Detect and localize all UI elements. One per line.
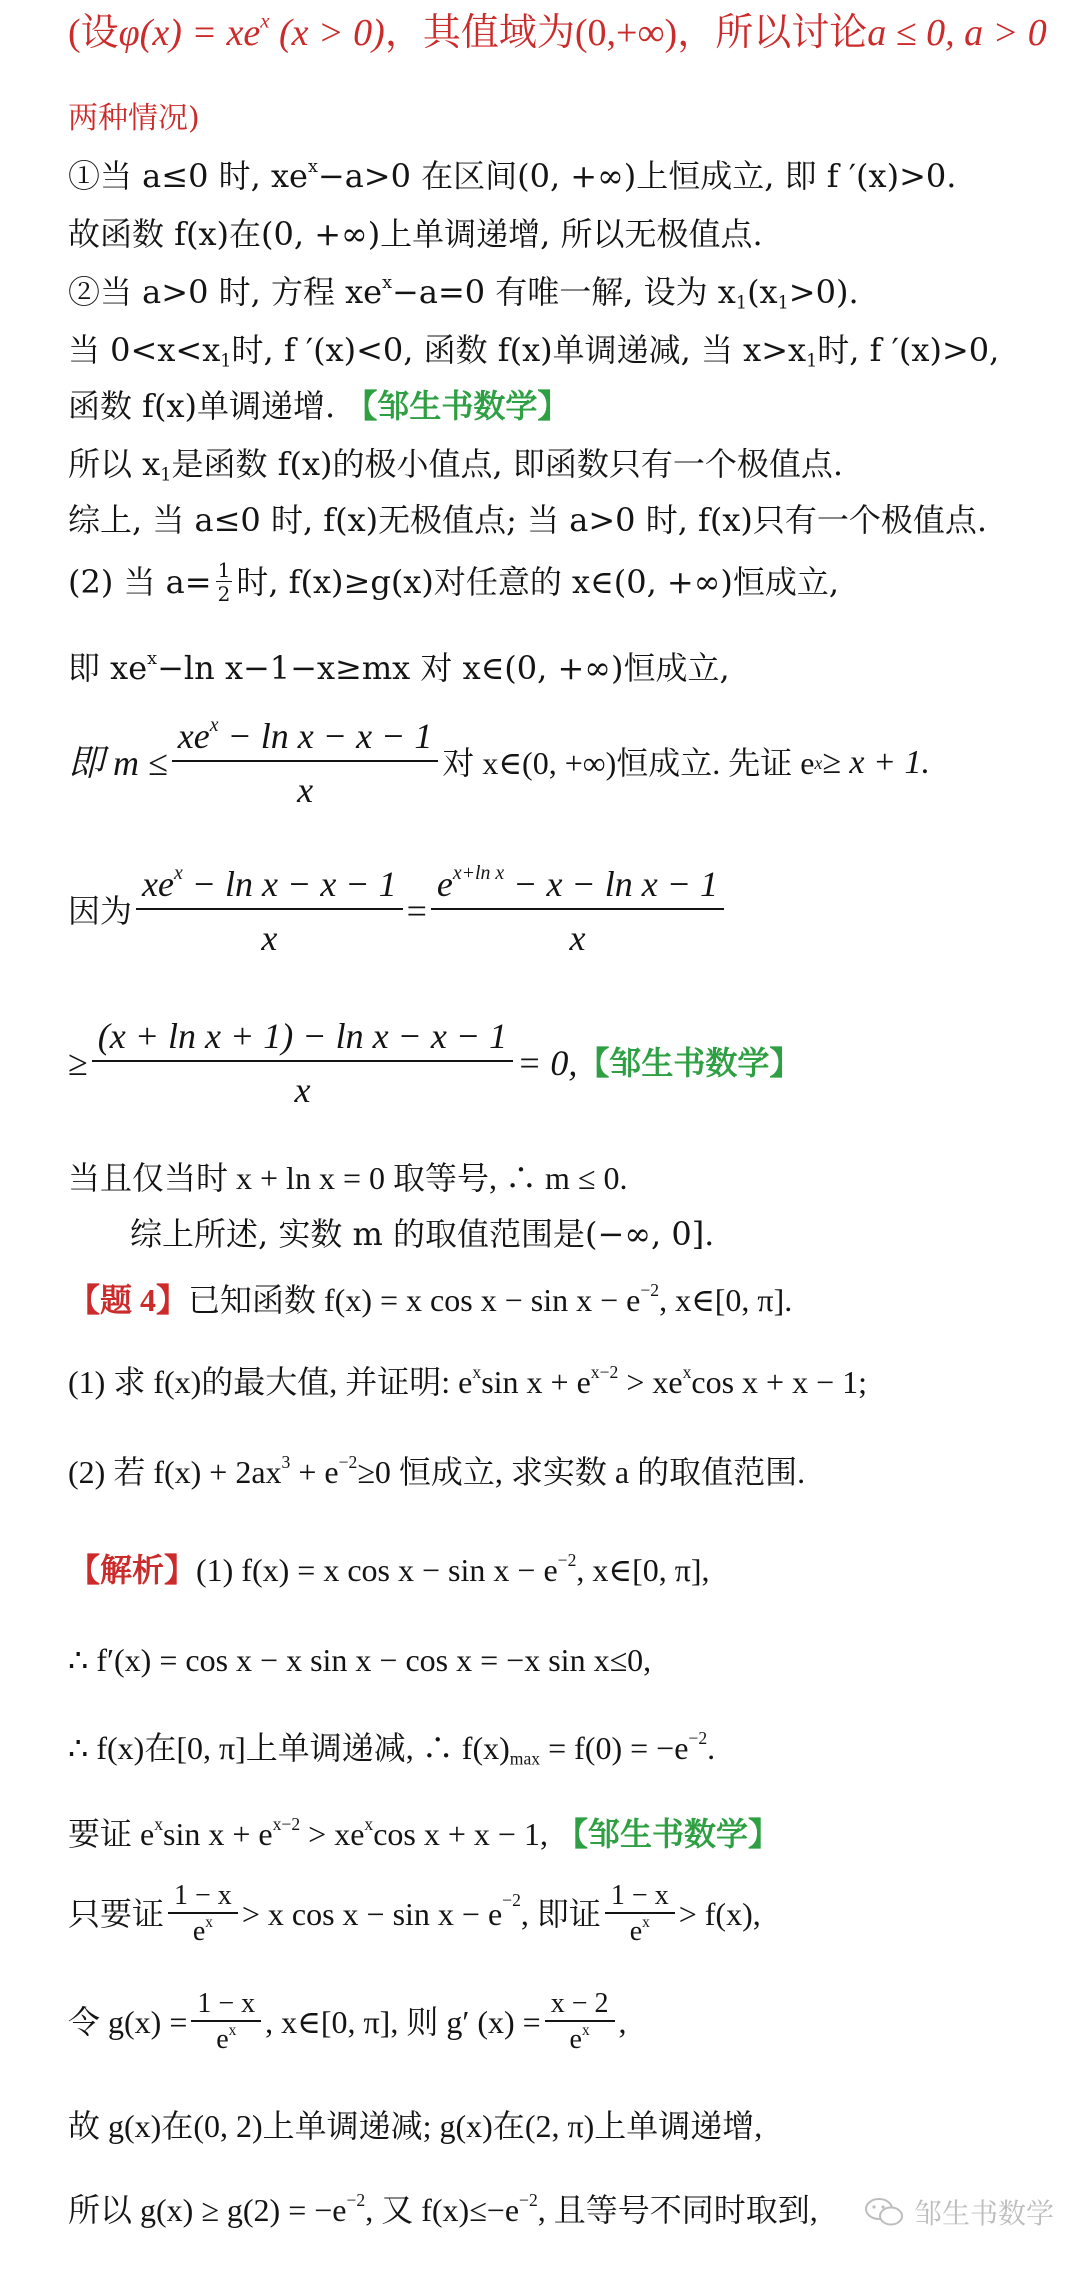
m-bound-num1: xe [177,716,210,756]
l16-text: 综上所述, 实数 m 的取值范围是(−∞, 0]. [130,1215,715,1253]
l5-sub: 1 [735,293,748,314]
l14-a: ≥ [68,1043,88,1083]
because-n1a: xe [142,864,174,904]
op-num1: 1 − x [168,1882,238,1914]
l11-a: 即 xe [68,649,148,687]
l21-text: ∴ f′(x) = cos x − x sin x − cos x = −x sin x≤0, [68,1642,652,1678]
solution-tag: 【解析】 [68,1552,197,1588]
l1-cases: a ≤ 0, a > 0 [867,12,1047,54]
l5-sub2: 1 [777,293,789,314]
watermark-text: 邹生书数学 [913,2197,1054,2230]
l14-b: = 0, [517,1043,578,1083]
op-num2: 1 − x [605,1882,675,1914]
geq-fraction [92,1018,513,1108]
let-g-fraction-2 [545,1990,615,2054]
l18-sup2: x−2 [590,1362,619,1383]
l5-sup: x [382,273,393,294]
only-prove-fraction-2 [605,1882,675,1946]
monotonic-line [68,331,1060,372]
l17-a: 已知函数 f(x) = x cos x − sin x − e [188,1282,641,1318]
only-prove-fraction-1 [168,1882,238,1946]
l10-b: 时, f(x)≥g(x)对任意的 x∈(0, +∞)恒成立, [236,563,840,601]
monotone-g-line [68,2110,1060,2142]
summary-line [68,501,1060,539]
l8-b: 是函数 f(x)的极小值点, 即函数只有一个极值点. [171,445,843,483]
l12-b: 对 x∈(0, +∞)恒成立. 先证 e [442,745,815,781]
equality-line [68,1162,1060,1194]
l2-text: 两种情况) [68,101,200,136]
because-n2sup: x+ln x [452,862,505,885]
l17-sup: −2 [640,1280,660,1301]
l18-a: (1) 求 f(x)的最大值, 并证明: e [68,1364,473,1400]
op-den1sup: x [205,1913,213,1931]
half-num: 1 [217,558,231,582]
l1-eq: = xe [181,12,261,54]
because-n2a: e [436,864,453,904]
l12-a: 即 m ≤ [68,743,168,783]
l22-sub: max [509,1748,541,1769]
m-bound-numsup: x [209,714,219,737]
min-point-line [68,445,1060,486]
problem4-line [68,1280,1060,1318]
case2-line [68,273,1060,314]
op-den1 [187,1914,219,1946]
l23-sup2: x−2 [272,1814,301,1835]
because-fraction-2 [431,862,724,958]
problem4-part1 [68,1362,1060,1400]
lg-den1sup: x [228,2021,237,2039]
l1-range: (0,+∞) [574,12,678,54]
brand-tag: 【邹生书数学】 [345,387,570,425]
l27-sup2: −2 [519,2190,538,2211]
l6-b: 时, f ′(x)<0, 函数 f(x)单调递减, 当 x>x [231,331,807,369]
geq-den: x [294,1070,311,1110]
l19-c: ≥0 恒成立, 求实数 a 的取值范围. [357,1454,806,1490]
l8-sub: 1 [160,465,172,486]
l9-text: 综上, 当 a≤0 时, f(x)无极值点; 当 a>0 时, f(x)只有一个极值点. [68,501,988,539]
l23-sup3: x [364,1814,374,1835]
because-den-2: x [569,918,586,958]
l5-rest: >0). [788,273,859,311]
l1-c: ，所以讨论 [677,12,868,54]
l1-sup: x [260,8,270,33]
brand-tag: 【邹生书数学】 [577,1045,802,1081]
l10-a: (2) 当 a= [68,563,212,601]
l7-text: 函数 f(x)单调递增. [68,387,346,425]
range-conclusion [130,1215,1060,1253]
l6-sub2: 1 [806,351,818,372]
lg-num1: 1 − x [191,1990,261,2022]
l19-b: + e [290,1454,339,1490]
op-den2sup: x [642,1913,650,1931]
l17-b: , x∈[0, π]. [659,1282,793,1318]
lg-num2: x − 2 [545,1990,615,2022]
because-den-1: x [261,918,278,958]
l24-b: > x cos x − sin x − e [241,1896,503,1932]
l6-a: 当 0<x<x [68,331,221,369]
l5-mid: −a=0 有唯一解, 设为 x [392,273,736,311]
l27-sup1: −2 [346,2190,366,2211]
let-g-fraction-1 [191,1990,261,2054]
wechat-icon [864,2197,904,2227]
because-line [68,862,1060,958]
lg-den2a: e [569,2024,582,2055]
l6-c: 时, f ′(x)>0, [817,331,1000,369]
l4-text: 故函数 f(x)在(0, +∞)上单调递增, 所以无极值点. [68,215,763,253]
because-n1sup: x [173,862,183,885]
lg-den1a: e [216,2024,229,2055]
lg-den2sup: x [581,2021,590,2039]
l18-sup3: x [682,1362,692,1383]
brand-tag: 【邹生书数学】 [555,1816,780,1852]
l25-a: 令 g(x) = [68,2004,188,2040]
geq-num: (x + ln x + 1) − ln x − x − 1 [92,1018,513,1062]
l11-sup: x [147,649,158,670]
l8-a: 所以 x [68,445,161,483]
l3-text: ①当 a≤0 时, xe [68,157,308,195]
intro-line-1 [68,8,1060,54]
increasing-line [68,387,1060,425]
half-fraction [216,560,233,604]
l25-b: , x∈[0, π], 则 g′ (x) = [265,2004,541,2040]
l25-c: , [618,2004,627,2040]
op-den1a: e [192,1916,206,1947]
l23-sup1: x [154,1814,164,1835]
m-bound-line: 即 m ≤ $\frac{xe^x - \ln x - x - 1}{x}$ 对 x∈(0, +∞)恒成立. 先证 e x ≥ x + 1. [68,714,930,810]
l18-sup1: x [472,1362,482,1383]
l12-c: ≥ x + 1. [822,744,930,781]
watermark [864,2192,1054,2232]
m-bound-num2: − ln x − x − 1 [218,716,433,756]
because-num-2 [431,862,724,910]
l6-sub: 1 [220,351,232,372]
l24-c: , 即证 [520,1896,601,1932]
because-fraction-1 [136,862,403,958]
let-g-line [68,1990,1060,2054]
inequality-line [68,649,1060,687]
because-n2b: − x − ln x − 1 [504,864,718,904]
to-prove-line [68,1814,1060,1852]
l20-a: (1) f(x) = x cos x − sin x − e [196,1552,558,1588]
l19-a: (2) 若 f(x) + 2ax [68,1454,282,1490]
l22-b: = f(0) = −e [540,1730,689,1766]
l1-a: (设 [68,12,119,54]
l5-text: ②当 a>0 时, 方程 xe [68,273,383,311]
l24-a: 只要证 [68,1896,165,1932]
l27-b: , 又 f(x)≤−e [365,2192,520,2228]
problem4-part2 [68,1452,1060,1490]
problem4-tag: 【题 4】 [68,1282,189,1318]
l18-d: cos x + x − 1; [691,1364,867,1400]
l19-sup1: 3 [281,1452,291,1473]
l13-a: 因为 [68,893,133,929]
m-bound-den: x [297,770,314,810]
l1-cond: (x > 0) [269,12,385,54]
l3-sup: x [307,157,318,178]
only-prove-line: 只要证 $\frac{1 - x}{e^x}$ > x cos x − sin x − e −2 , 即证 $\frac{1 - x}{e^x}$ > f(x), [68,1880,761,1947]
l11-b: −ln x−1−x≥mx 对 x∈(0, +∞)恒成立, [157,649,730,687]
l23-a: 要证 e [68,1816,155,1852]
l18-b: sin x + e [481,1364,591,1400]
because-num-1 [136,862,403,910]
op-den2a: e [629,1916,643,1947]
m-bound-num [172,714,439,762]
case1-conclusion [68,215,1060,253]
l22-c: . [707,1730,716,1766]
intro-line-2 [68,101,1060,136]
l19-sup2: −2 [338,1452,358,1473]
l1-b: ，其值域为 [384,12,575,54]
l23-c: > xe [300,1816,365,1852]
derivative-line [68,1644,1060,1676]
l20-sup: −2 [557,1550,577,1571]
half-den: 2 [217,582,231,606]
geq-line [68,1018,1060,1108]
l18-c: > xe [618,1364,683,1400]
l26-text: 故 g(x)在(0, 2)上单调递减; g(x)在(2, π)上单调递增, [68,2108,763,2144]
op-den2 [624,1914,656,1946]
case1-line [68,157,1060,195]
l3-rest: −a>0 在区间(0, +∞)上恒成立, 即 f ′(x)>0. [317,157,957,195]
m-bound-fraction [172,714,439,810]
l20-b: , x∈[0, π], [576,1552,710,1588]
l27-a: 所以 g(x) ≥ g(2) = −e [68,2192,347,2228]
l24-d: > f(x), [678,1896,761,1932]
l22-a: ∴ f(x)在[0, π]上单调递减, ∴ f(x) [68,1730,510,1766]
part2-line [68,560,1060,604]
l15-text: 当且仅当时 x + ln x = 0 取等号, ∴ m ≤ 0. [68,1160,628,1196]
l27-c: , 且等号不同时取到, [537,2192,818,2228]
l1-phi: φ(x) [118,12,182,54]
lg-den2 [564,2022,596,2054]
because-eq: = [406,891,427,931]
l23-b: sin x + e [163,1816,273,1852]
max-line [68,1728,1060,1769]
because-n1b: − ln x − x − 1 [182,864,397,904]
l23-d: cos x + x − 1, [373,1816,548,1852]
solution-line [68,1550,1060,1588]
l5-mid2: (x [747,273,778,311]
l22-sup: −2 [688,1728,708,1749]
lg-den1 [210,2022,242,2054]
